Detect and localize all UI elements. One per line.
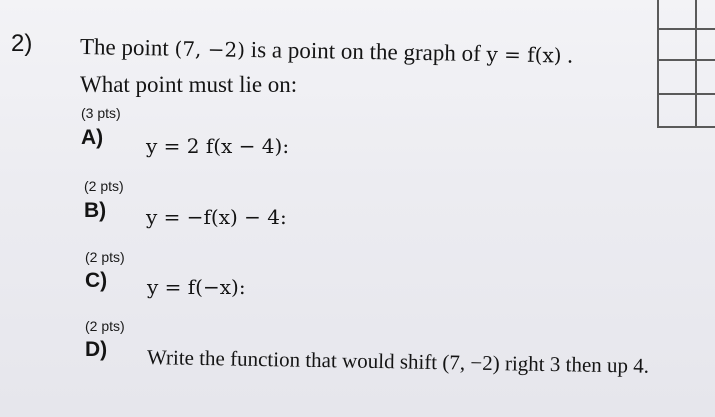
- graph-function: y = f(x): [486, 42, 562, 68]
- score-box-grid: [657, 0, 715, 128]
- part-d-label: D): [85, 338, 108, 361]
- part-a-expression: y = 2 f(x − 4):: [146, 134, 290, 158]
- part-c-label: C): [85, 269, 108, 292]
- score-grid-line: [659, 59, 715, 61]
- question-stem-line-1: [80, 34, 573, 69]
- stem-text-middle: is a point on the graph of: [250, 36, 487, 67]
- part-b-expression: y = −f(x) − 4:: [146, 205, 287, 229]
- part-d-expression: Write the function that would shift (7, −2) right 3 then up 4.: [146, 345, 650, 378]
- score-grid-line: [659, 28, 715, 30]
- score-grid-line: [695, 0, 697, 126]
- score-grid-line: [659, 93, 715, 95]
- part-b-points: (2 pts): [84, 178, 124, 194]
- part-b-label: B): [84, 199, 107, 222]
- part-a-points: (3 pts): [81, 105, 121, 121]
- stem-text-end: .: [567, 42, 574, 68]
- part-c-expression: y = f(−x):: [147, 275, 246, 299]
- question-number: 2): [11, 30, 33, 57]
- part-c-points: (2 pts): [85, 249, 125, 265]
- part-d-points: (2 pts): [85, 318, 125, 334]
- part-a-label: A): [81, 126, 104, 149]
- stem-text-start: The point: [79, 34, 175, 61]
- point-coordinates: (7, −2): [174, 36, 246, 62]
- question-stem-line-2: What point must lie on:: [80, 72, 298, 97]
